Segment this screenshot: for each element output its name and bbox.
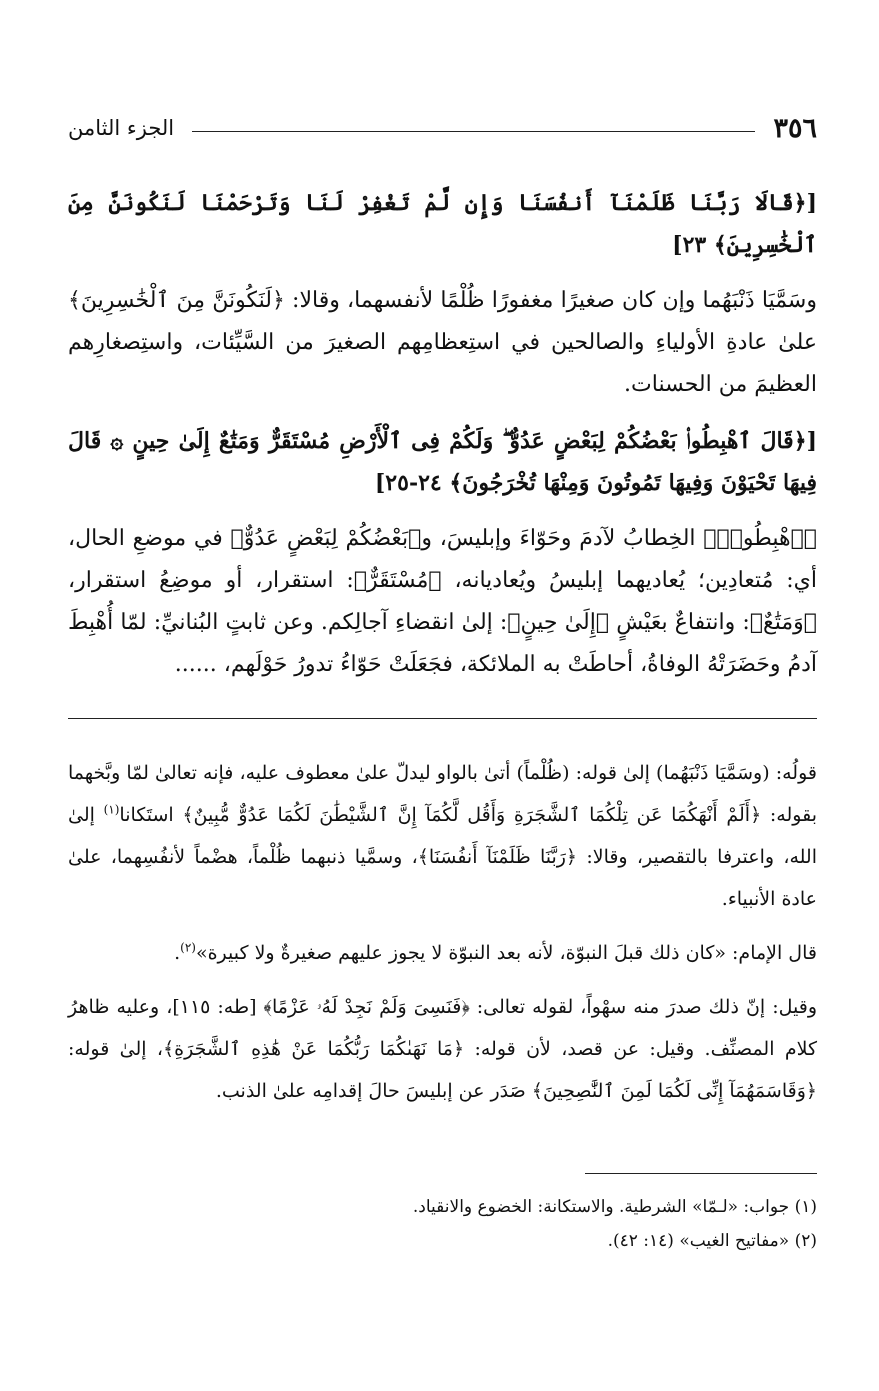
commentary-paragraph-2-end: . [174, 942, 181, 964]
commentary-paragraph-3: وقيل: إنّ ذلك صدرَ منه سهْواً، لقوله تعالى: ﴿فَنَسِىَ وَلَمْ نَجِدْ لَهُۥ عَزْمًا﴾ [طه: ١١٥]، وعليه ظاهرُ كلام المصنِّف. وقيل: عن قصد، لأن قوله: ﴿مَا نَهَىٰكُمَا رَبُّكُمَا عَنْ هَٰذِهِ ٱلشَّجَرَةِ﴾، إلىٰ قوله: ﴿وَقَاسَمَهُمَآ إِنِّى لَكُمَا لَمِنَ ٱلنَّٰصِحِينَ﴾ صَدَر عن إبليسَ حالَ إقدامِه علىٰ الذنب. [68, 996, 818, 1102]
main-paragraph-2: ﴿ٱهْبِطُوا۟﴾ الخِطابُ لآدمَ وحَوّاءَ وإبليسَ، و﴿بَعْضُكُمْ لِبَعْضٍ عَدُوٌّ﴾ في موضعِ الحال، أي: مُتعادِين؛ يُعاديهما إبليسُ ويُعاديانه، ﴿مُسْتَقَرٌّ﴾: استقرار، أو موضِعُ استقرار، ﴿وَمَتَٰعٌ﴾: وانتفاعٌ بعَيْشٍ ﴿إِلَىٰ حِينٍ﴾: إلىٰ انقضاءِ آجالِكم. وعن ثابتٍ البُنانيِّ: لمّا أُهْبِطَ آدمُ وحَضَرَتْهُ الوفاةُ، أحاطَتْ به الملائكة، فجَعَلَتْ حَوّاءُ تدورُ حَوْلَهم، ...... [68, 526, 817, 677]
page-number: ٣٥٦ [773, 112, 817, 144]
commentary-paragraph-1-text: قولُه: (وسَمَّيَا ذَنْبَهُما) إلىٰ قوله: (ظُلْماً) أتىٰ بالواو ليدلّ علىٰ معطوف عليه، فإنه تعالىٰ لمّا وبَّخهما بقوله: ﴿أَلَمْ أَنْهَكُمَا عَن تِلْكُمَا ٱلشَّجَرَةِ وَأَقُل لَّكُمَآ إِنَّ ٱلشَّيْطَٰنَ لَكُمَا عَدُوٌّ مُّبِينٌ﴾ استَكانا [68, 762, 817, 826]
footnote-ref-1: (١) [103, 802, 120, 817]
main-text [68, 182, 817, 700]
main-paragraph-1: وسَمَّيَا ذَنْبَهُما وإن كان صغيرًا مغفورًا ظُلْمًا لأنفسهما، وقالا: ﴿لَنَكُونَنَّ مِنَ ٱلْخَٰسِرِينَ﴾ علىٰ عادةِ الأولياءِ والصالحين في استِعظامِهم الصغيرَ من السَّيِّئات، واستِصغارِهم العظيمَ من الحسنات. [68, 288, 818, 397]
footnote-divider [585, 1173, 817, 1174]
footnotes [68, 1190, 817, 1258]
verse-23: [﴿قَالَا رَبَّنَا ظَلَمْنَآ أَنفُسَنَا وَإِن لَّمْ تَغْفِرْ لَنَا وَتَرْحَمْنَا لَنَكُونَنَّ مِنَ ٱلْخَٰسِرِينَ﴾ ٢٣] [68, 190, 817, 258]
commentary-paragraph-1 [68, 752, 817, 920]
part-title: الجزء الثامن [68, 116, 175, 140]
verse-24-25: [﴿قَالَ ٱهْبِطُوا۟ بَعْضُكُمْ لِبَعْضٍ عَدُوٌّ ۖ وَلَكُمْ فِى ٱلْأَرْضِ مُسْتَقَرٌّ وَمَتَٰعٌ إِلَىٰ حِينٍ ۞ قَالَ فِيهَا تَحْيَوْنَ وَفِيهَا تَمُوتُونَ وَمِنْهَا تُخْرَجُونَ﴾ ٢٤-٢٥] [68, 428, 817, 496]
commentary-paragraph-1-end: إلىٰ الله، واعترفا بالتقصير، وقالا: ﴿رَبَّنَا ظَلَمْنَآ أَنفُسَنَا﴾، وسمَّيا ذنبهما ظُلْماً، هضْماً لأنفُسِهما، علىٰ عادة الأنبياء. [68, 804, 817, 910]
footnote-ref-2: (٢) [180, 940, 196, 955]
footnote-1: (١) جواب: «لـمّا» الشرطية. والاستكانة: الخضوع والانقياد. [412, 1197, 817, 1217]
commentary-paragraph-2 [68, 932, 817, 974]
commentary-text [68, 752, 817, 1124]
main-commentary-divider [68, 718, 817, 719]
page-header [68, 108, 817, 148]
header-rule [192, 131, 755, 132]
commentary-paragraph-2-text: قال الإمام: «كان ذلك قبلَ النبوّة، لأنه بعد النبوّة لا يجوز عليهم صغيرةٌ ولا كبيرة» [195, 942, 817, 964]
footnote-2: (٢) «مفاتيح الغيب» (١٤: ٤٢). [607, 1231, 817, 1251]
